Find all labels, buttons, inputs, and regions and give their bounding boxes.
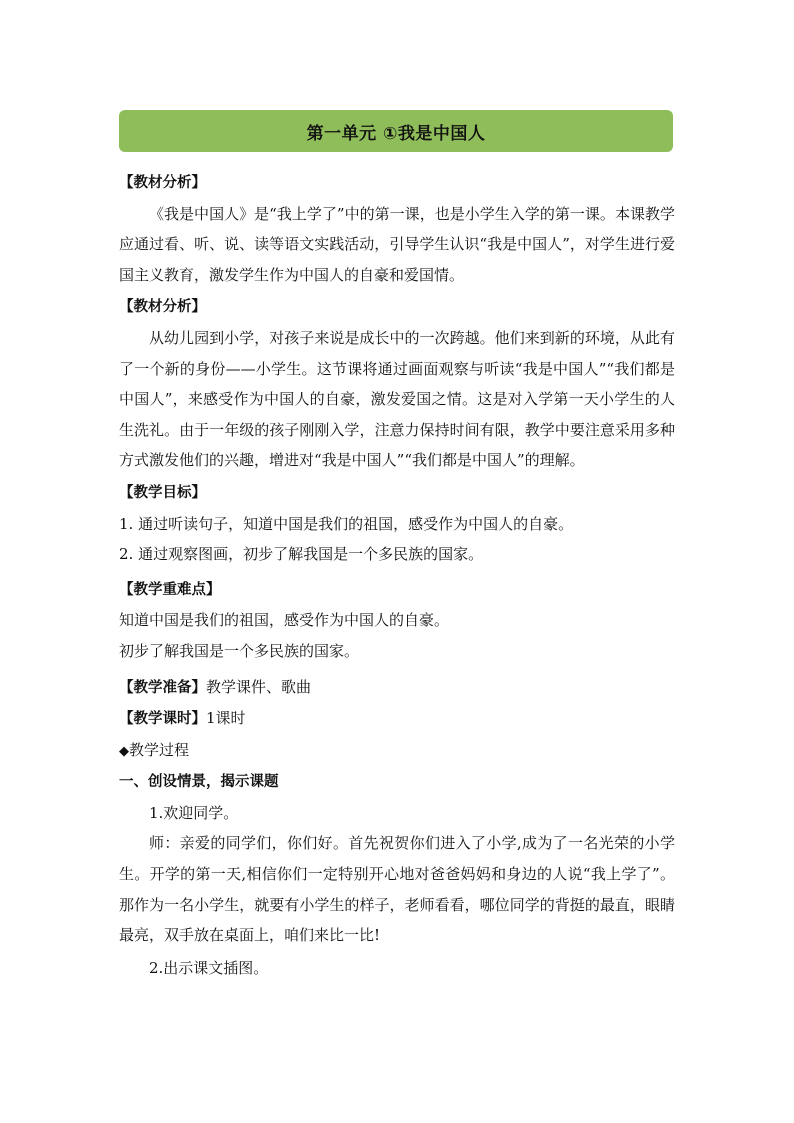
goal-item-1: 1. 通过听读句子，知道中国是我们的祖国，感受作为中国人的自豪。 xyxy=(119,514,574,533)
key-point-1: 知道中国是我们的祖国，感受作为中国人的自豪。 xyxy=(119,611,450,630)
step1-heading: 一、创设情景，揭示课题 xyxy=(119,774,279,791)
lesson-content xyxy=(119,168,675,983)
preparation-line xyxy=(119,672,675,704)
process-line xyxy=(119,735,675,768)
step1-item-2: 2.出示课文插图。 xyxy=(149,958,269,977)
title-banner xyxy=(119,110,673,152)
key-points-heading: 【教学重难点】 xyxy=(119,581,221,598)
key-point-2: 初步了解我国是一个多民族的国家。 xyxy=(119,641,360,660)
analysis-paragraph-1: 《我是中国人》是“我上学了”中的第一课，也是小学生入学的第一课。本课教学应通过看、听、说、读等语文实践活动，引导学生认识“我是中国人”，对学生进行爱国主义教育，激发学生作为中国人的自豪和爱国情。 xyxy=(119,204,675,284)
step1-item-1: 1.欢迎同学。 xyxy=(149,803,239,822)
analysis-heading-1: 【教材分析】 xyxy=(119,175,206,191)
analysis-heading-2: 【教材分析】 xyxy=(119,299,206,316)
class-hours-text: 1课时 xyxy=(206,709,246,728)
class-hours-heading: 【教学课时】 xyxy=(119,711,206,728)
diamond-bullet-icon: ◆ xyxy=(119,743,129,759)
analysis-paragraph-2: 从幼儿园到小学，对孩子来说是成长中的一次跨越。他们来到新的环境，从此有了一个新的身份——小学生。这节课将通过画面观察与听读“我是中国人”“我们都是中国人”，来感受作为中国人的自豪，激发爱国之情。这是对入学第一天小学生的人生洗礼。由于一年级的孩子刚刚入学，注意力保持时间有限，教学中要注意采用多种方式激发他们的兴趣，增进对“我是中国人”“我们都是中国人”的理解。 xyxy=(119,328,675,470)
step1-teacher-text: 师：亲爱的同学们，你们好。首先祝贺你们进入了小学,成为了一名光荣的小学生。开学的第一天,相信你们一定特别开心地对爸爸妈妈和身边的人说“我上学了”。那作为一名小学生，就要有小学生的样子，老师看看，哪位同学的背挺的最直，眼睛最亮，双手放在桌面上，咱们来比一比! xyxy=(119,834,675,945)
preparation-heading: 【教学准备】 xyxy=(119,679,206,696)
class-hours-line xyxy=(119,703,675,735)
preparation-text: 教学课件、歌曲 xyxy=(206,677,312,696)
goal-item-2: 2. 通过观察图画，初步了解我国是一个多民族的国家。 xyxy=(119,545,484,564)
page-title: 第一单元 ①我是中国人 xyxy=(306,123,486,144)
process-label: 教学过程 xyxy=(129,740,190,759)
goals-heading: 【教学目标】 xyxy=(119,484,206,501)
